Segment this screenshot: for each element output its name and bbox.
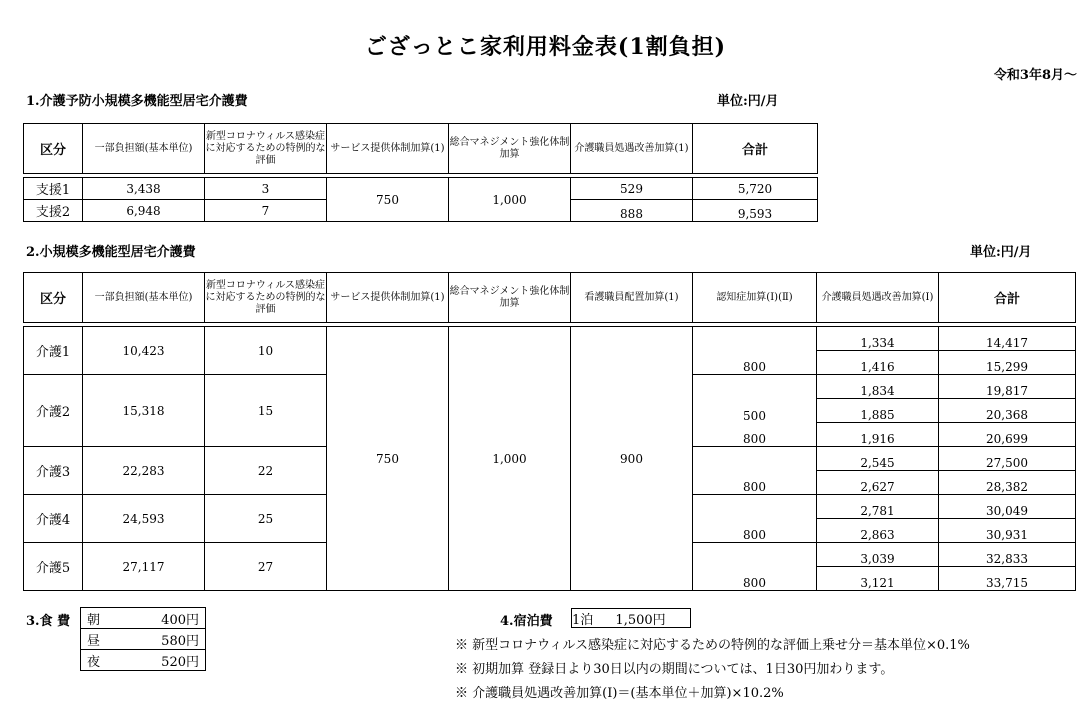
row-total: 5,720 [693, 178, 818, 200]
row-covid: 15 [205, 375, 327, 447]
header-category: 区分 [24, 124, 83, 174]
header-total: 合計 [939, 273, 1076, 323]
row-dementia [693, 375, 817, 399]
stay-box [571, 608, 691, 628]
row-base: 3,438 [83, 178, 205, 200]
header-dementia: 認知症加算(Ⅰ)(Ⅱ) [693, 273, 817, 323]
food-label: 昼 [87, 633, 101, 649]
section2-header-row [24, 273, 1076, 323]
row-care: 1,334 [817, 327, 939, 351]
table-row [24, 327, 1076, 351]
service-value: 750 [327, 327, 449, 591]
row-label: 支援1 [24, 178, 83, 200]
mgmt-value: 1,000 [449, 178, 571, 222]
row-care: 3,039 [817, 543, 939, 567]
row-dementia: 800 [693, 567, 817, 591]
row-care: 1,416 [817, 351, 939, 375]
stay-price: 1,500円 [615, 613, 666, 628]
row-covid: 3 [205, 178, 327, 200]
section1-heading: 1.介護予防小規模多機能型居宅介護費 [26, 94, 248, 109]
row-care: 2,545 [817, 447, 939, 471]
row-dementia [693, 447, 817, 471]
row-total: 30,049 [939, 495, 1076, 519]
service-value: 750 [327, 178, 449, 222]
row-label: 介護2 [24, 375, 83, 447]
section2-heading: 2.小規模多機能型居宅介護費 [26, 245, 196, 260]
row-total: 15,299 [939, 351, 1076, 375]
section2-table [23, 272, 1076, 591]
row-covid: 7 [205, 200, 327, 222]
row-covid: 27 [205, 543, 327, 591]
row-label: 介護4 [24, 495, 83, 543]
food-row-lunch [81, 629, 205, 650]
row-dementia: 800 [693, 351, 817, 375]
row-care: 888 [571, 200, 693, 222]
row-base: 27,117 [83, 543, 205, 591]
section1-table [23, 123, 818, 222]
row-covid: 25 [205, 495, 327, 543]
header-category: 区分 [24, 273, 83, 323]
mgmt-value: 1,000 [449, 327, 571, 591]
section1-unit: 単位:円/月 [717, 94, 779, 109]
food-price: 520円 [161, 654, 199, 670]
nurse-value: 900 [571, 327, 693, 591]
row-label: 支援2 [24, 200, 83, 222]
food-heading: 3.食 費 [26, 614, 71, 629]
row-care: 529 [571, 178, 693, 200]
section2-unit: 単位:円/月 [970, 245, 1032, 260]
page-title: ござっとこ家利用料金表(1割負担) [364, 34, 727, 60]
row-dementia: 500 [693, 399, 817, 423]
row-care: 2,781 [817, 495, 939, 519]
food-price: 400円 [161, 612, 199, 628]
row-label: 介護1 [24, 327, 83, 375]
row-covid: 22 [205, 447, 327, 495]
row-base: 24,593 [83, 495, 205, 543]
row-total: 32,833 [939, 543, 1076, 567]
food-table [80, 607, 206, 671]
effective-date: 令和3年8月～ [993, 68, 1077, 83]
row-covid: 10 [205, 327, 327, 375]
food-row-breakfast [81, 608, 205, 629]
stay-heading: 4.宿泊費 [500, 614, 553, 629]
row-total: 30,931 [939, 519, 1076, 543]
note-2: ※ 初期加算 登録日より30日以内の期間については、1日30円加わります。 [455, 662, 894, 677]
header-mgmt: 総合マネジメント強化体制加算 [449, 124, 571, 174]
section1-header-row [24, 124, 818, 174]
note-1: ※ 新型コロナウィルス感染症に対応するための特例的な評価上乗せ分＝基本単位×0.1% [455, 638, 970, 653]
row-total: 27,500 [939, 447, 1076, 471]
food-label: 夜 [87, 654, 101, 670]
row-dementia [693, 495, 817, 519]
header-covid: 新型コロナウィルス感染症に対応するための特例的な評価 [205, 273, 327, 323]
header-mgmt: 総合マネジメント強化体制加算 [449, 273, 571, 323]
row-base: 6,948 [83, 200, 205, 222]
row-base: 15,318 [83, 375, 205, 447]
header-covid: 新型コロナウィルス感染症に対応するための特例的な評価 [205, 124, 327, 174]
food-row-dinner [81, 650, 205, 670]
note-3: ※ 介護職員処遇改善加算(Ⅰ)＝(基本単位＋加算)×10.2% [455, 686, 784, 701]
header-service: サービス提供体制加算(1) [327, 273, 449, 323]
food-label: 朝 [87, 612, 101, 628]
food-price: 580円 [161, 633, 199, 649]
row-care: 2,863 [817, 519, 939, 543]
table-row [24, 178, 818, 200]
row-total: 14,417 [939, 327, 1076, 351]
row-care: 3,121 [817, 567, 939, 591]
row-total: 28,382 [939, 471, 1076, 495]
row-total: 20,368 [939, 399, 1076, 423]
header-care-improve: 介護職員処遇改善加算(1) [571, 124, 693, 174]
header-base: 一部負担額(基本単位) [83, 273, 205, 323]
header-base: 一部負担額(基本単位) [83, 124, 205, 174]
row-care: 2,627 [817, 471, 939, 495]
row-base: 10,423 [83, 327, 205, 375]
row-total: 20,699 [939, 423, 1076, 447]
row-base: 22,283 [83, 447, 205, 495]
row-dementia: 800 [693, 471, 817, 495]
row-dementia [693, 543, 817, 567]
header-total: 合計 [693, 124, 818, 174]
header-nurse: 看護職員配置加算(1) [571, 273, 693, 323]
row-care: 1,834 [817, 375, 939, 399]
row-label: 介護5 [24, 543, 83, 591]
row-care: 1,916 [817, 423, 939, 447]
header-care-improve: 介護職員処遇改善加算(Ⅰ) [817, 273, 939, 323]
row-total: 33,715 [939, 567, 1076, 591]
row-care: 1,885 [817, 399, 939, 423]
stay-label: 1泊 [572, 613, 594, 628]
row-dementia [693, 327, 817, 351]
row-dementia: 800 [693, 423, 817, 447]
row-label: 介護3 [24, 447, 83, 495]
row-dementia: 800 [693, 519, 817, 543]
row-total: 9,593 [693, 200, 818, 222]
row-total: 19,817 [939, 375, 1076, 399]
header-service: サービス提供体制加算(1) [327, 124, 449, 174]
